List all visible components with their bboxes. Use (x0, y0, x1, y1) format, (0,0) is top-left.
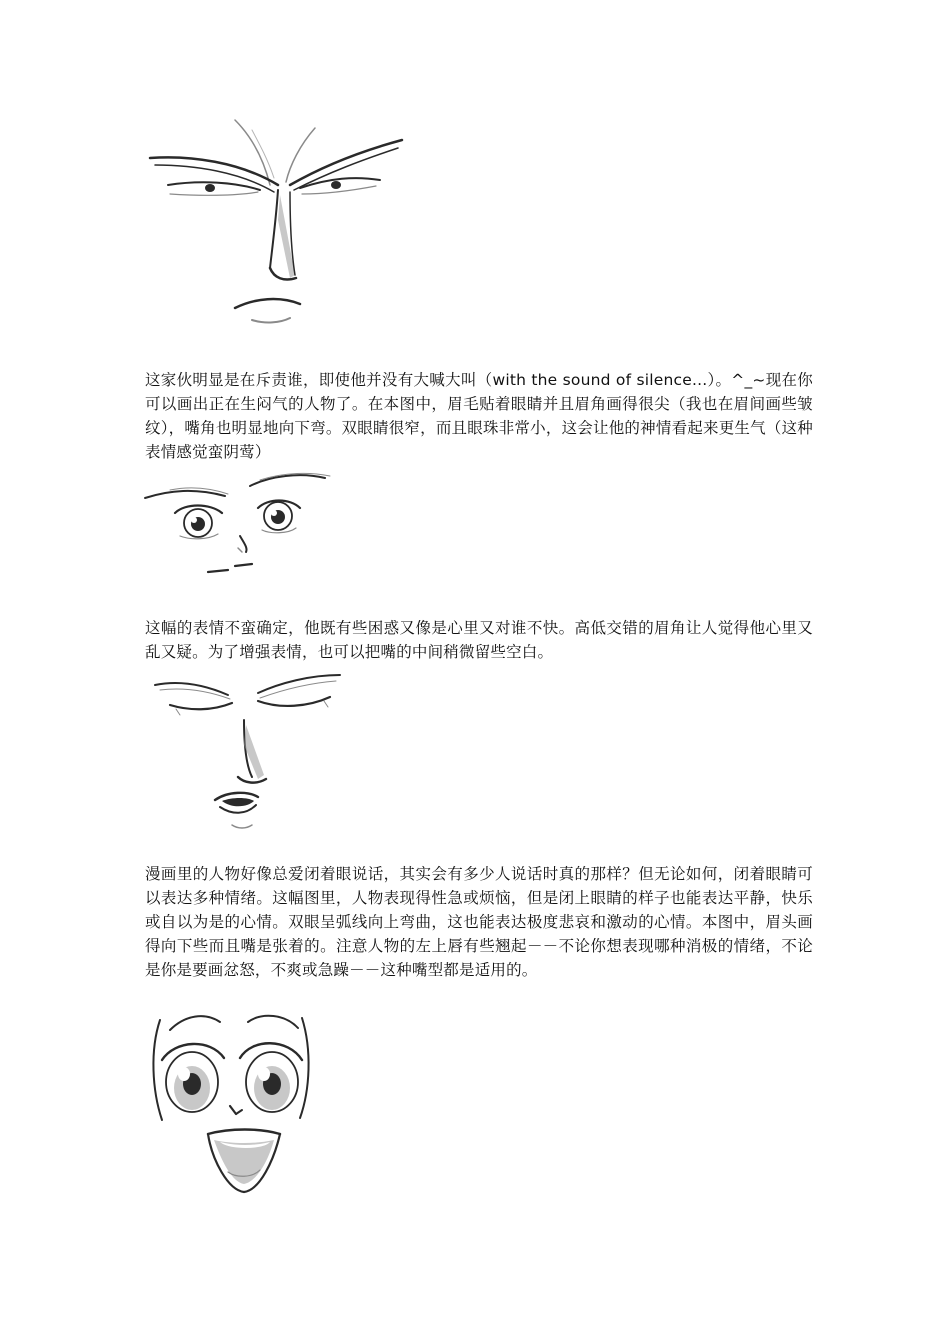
paragraph-2: 这幅的表情不蛮确定，他既有些困惑又像是心里又对谁不快。高低交错的眉角让人觉得他心里又乱又疑。为了增强表情，也可以把嘴的中间稍微留些空白。 (145, 619, 813, 661)
closed-eyes-face-sketch (140, 665, 350, 840)
paragraph-3: 漫画里的人物好像总爱闭着眼说话，其实会有多少人说话时真的那样？但无论如何，闭着眼睛可以表达多种情绪。这幅图里，人物表现得性急或烦恼，但是闭上眼睛的样子也能表达平静，快乐或自以为是的心情。双眼呈弧线向上弯曲，这也能表达极度悲哀和激动的心情。本图中，眉头画得向下些而且嘴是张着的。注意人物的左上唇有些翘起－－不论你想表现哪种消极的情绪，不论是你是要画忿怒，不爽或急躁－－这种嘴型都是适用的。 (145, 865, 813, 979)
confused-face-sketch (140, 468, 340, 583)
paragraph-1: 这家伙明显是在斥责谁，即使他并没有大喊大叫（with the sound of silence...）。^_~现在你可以画出正在生闷气的人物了。在本图中，眉毛贴着眼睛并且眉角画得很尖（我也在眉间画些皱纹），嘴角也明显地向下弯。双眼睛很窄，而且眼珠非常小，这会让他的神情看起来更生气（这种表情感觉蛮阴莺） (145, 371, 813, 461)
open-mouth-face-sketch (140, 1000, 325, 1200)
angry-face-sketch (140, 110, 410, 335)
